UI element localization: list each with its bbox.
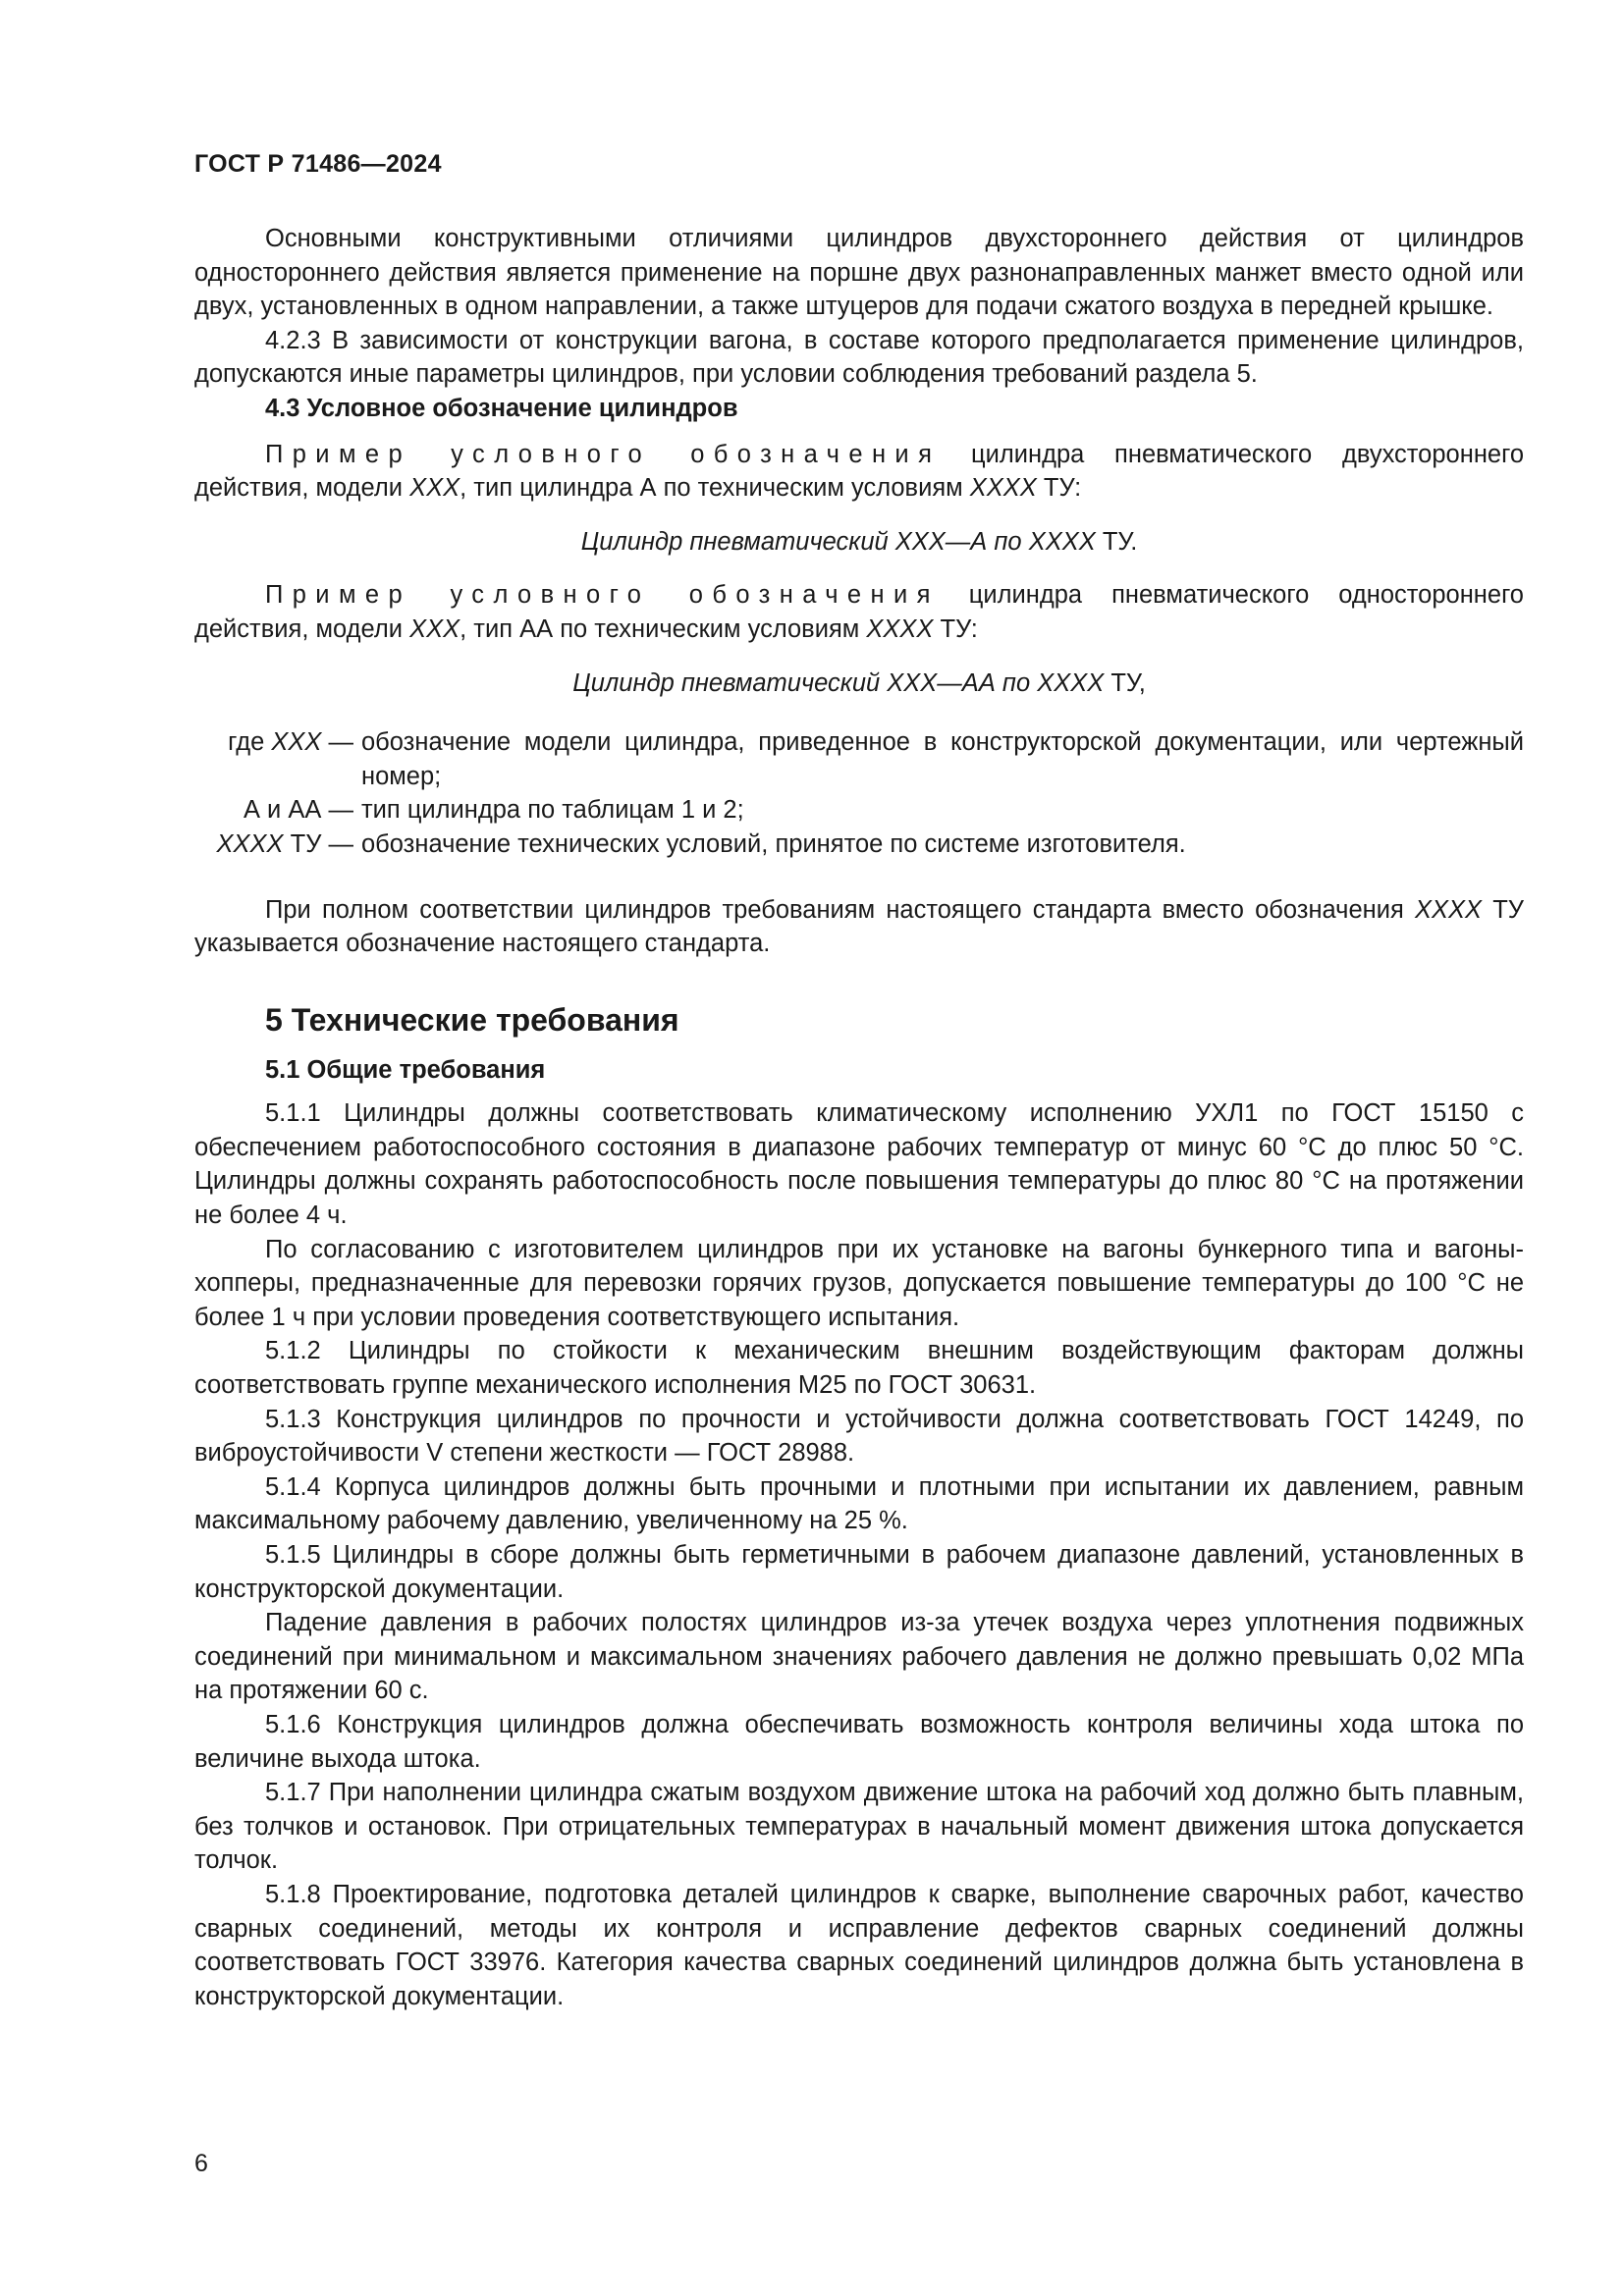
definition-term: А и АА — — [243, 796, 353, 825]
definition-term: где XXX — — [228, 728, 353, 757]
definition-term: XXXX ТУ — — [216, 829, 353, 858]
definitions-list — [141, 725, 1524, 861]
definition-desc: обозначение технических условий, принятое по системе изготовителя. — [361, 829, 1186, 858]
paragraph-5-1-4: 5.1.4 Корпуса цилиндров должны быть прочными и плотными при испытании их давлением, равным максимальному рабочему давлению, увеличенному на 25 %. — [194, 1472, 1524, 1535]
example-formula-2: Цилиндр пневматический XXX—АА по XXXX ТУ, — [572, 668, 1146, 697]
heading-5-1: 5.1 Общие требования — [265, 1055, 546, 1084]
document-code-header: ГОСТ Р 71486—2024 — [194, 150, 442, 178]
section-5-1-body — [194, 1096, 1524, 2013]
heading-4-3: 4.3 Условное обозначение цилиндров — [265, 394, 738, 422]
paragraph-5-1-3: 5.1.3 Конструкция цилиндров по прочности и устойчивости должна соответствовать ГОСТ 14249, по виброустойчивости V степени жесткости — ГОСТ 28988. — [194, 1405, 1524, 1468]
paragraph-4-2-3: 4.2.3 В зависимости от конструкции вагона, в составе которого предполагается применение цилиндров, допускаются иные параметры цилиндров, при условии соблюдения требований раздела 5. — [194, 326, 1524, 389]
definition-row — [141, 793, 1524, 828]
example-lead: Пример условного обозначения — [265, 581, 940, 610]
paragraph-hopper-note: По согласованию с изготовителем цилиндров при их установке на вагоны бункерного типа и вагоны-хопперы, предназначенные для перевозки горячих грузов, допускается повышение температуры до 100 °С не более 1 ч при условии проведения соответствующего испытания. — [194, 1235, 1524, 1331]
definition-desc: тип цилиндра по таблицам 1 и 2; — [361, 796, 744, 825]
paragraph-5-1-6: 5.1.6 Конструкция цилиндров должна обеспечивать возможность контроля величины хода штока по величине выхода штока. — [194, 1710, 1524, 1773]
paragraph-design-differences: Основными конструктивными отличиями цилиндров двухстороннего действия от цилиндров одностороннего действия является применение на поршне двух разнонаправленных манжет вместо одной или двух, установленных в одном направлении, а также штуцеров для подачи сжатого воздуха в передней крышке. — [194, 225, 1524, 321]
paragraph-5-1-5: 5.1.5 Цилиндры в сборе должны быть герметичными в рабочем диапазоне давлений, установленных в конструкторской документации. — [194, 1541, 1524, 1603]
definition-row — [141, 725, 1524, 793]
heading-section-5: 5 Технические требования — [265, 1001, 679, 1038]
definition-desc: обозначение модели цилиндра, приведенное в конструкторской документации, или чертежный номер; — [361, 728, 1524, 790]
paragraph-pressure-drop: Падение давления в рабочих полостях цилиндров из-за утечек воздуха через уплотнения подвижных соединений при минимальном и максимальном значениях рабочего давления не должно превышать 0,02 МПа на протяжении 60 с. — [194, 1609, 1524, 1705]
paragraph-5-1-1: 5.1.1 Цилиндры должны соответствовать климатическому исполнению УХЛ1 по ГОСТ 15150 с обеспечением работоспособного состояния в диапазоне рабочих температур от минус 60 °С до плюс 50 °С. Цилиндры должны сохранять работоспособность после повышения температуры до плюс 80 °С на протяжении не более 4 ч. — [194, 1099, 1524, 1230]
example-lead: Пример условного обозначения — [265, 440, 942, 468]
paragraph-5-1-8: 5.1.8 Проектирование, подготовка деталей цилиндров к сварке, выполнение сварочных работ, качество сварных соединений, методы их контроля и исправление дефектов сварных соединений должны соответствовать ГОСТ 33976. Категория качества сварных соединений цилиндров должна быть установлена в конструкторской документации. — [194, 1880, 1524, 2010]
page-content — [194, 222, 1524, 2013]
page-number: 6 — [194, 2150, 208, 2177]
paragraph-5-1-7: 5.1.7 При наполнении цилиндра сжатым воздухом движение штока на рабочий ход должно быть плавным, без толчков и остановок. При отрицательных температурах в начальный момент движения штока допускается толчок. — [194, 1779, 1524, 1875]
paragraph-5-1-2: 5.1.2 Цилиндры по стойкости к механическим внешним воздействующим факторам должны соответствовать группе механического исполнения М25 по ГОСТ 30631. — [194, 1337, 1524, 1400]
example-formula-1: Цилиндр пневматический XXX—А по XXXX ТУ. — [580, 527, 1138, 556]
example-double-acting: Пример условного обозначения цилиндра пневматического двухстороннего действия, модели XXX, тип цилиндра А по техническим условиям XXXX ТУ: — [194, 440, 1524, 503]
example-single-acting: Пример условного обозначения цилиндра пневматического одностороннего действия, модели XXX, тип АА по техническим условиям XXXX ТУ: — [194, 581, 1524, 643]
paragraph-full-compliance: При полном соответствии цилиндров требованиям настоящего стандарта вместо обозначения XXXX ТУ указывается обозначение настоящего стандарта. — [194, 895, 1524, 958]
definition-row — [141, 828, 1524, 862]
